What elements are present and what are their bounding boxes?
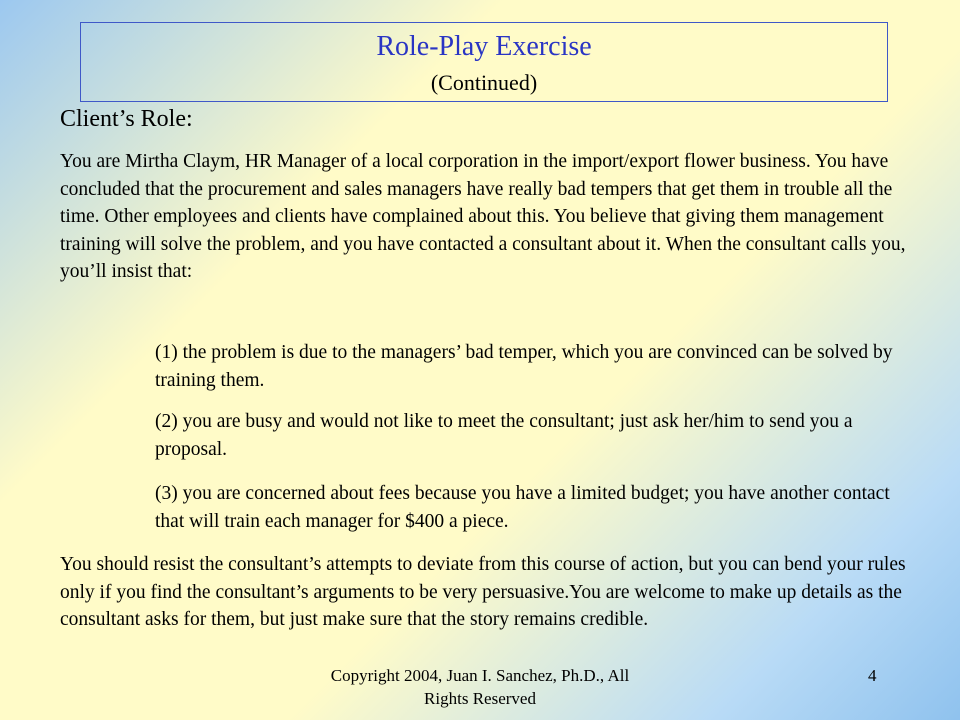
copyright-footer: Copyright 2004, Juan I. Sanchez, Ph.D., All Rights Reserved	[330, 666, 630, 708]
closing-paragraph: You should resist the consultant’s attempts to deviate from this course of action, but you can bend your rules only if you find the consultant’s arguments to be very persuasive.You are welcome to make up details as the consultant asks for them, but just make sure that the story remains credible.	[60, 554, 906, 630]
slide-title: Role-Play Exercise	[376, 31, 592, 62]
title-box	[80, 22, 888, 102]
page-number: 4	[868, 666, 877, 685]
list-item-3: (3) you are concerned about fees because you have a limited budget; you have another contact that will train each manager for $400 a piece.	[155, 483, 890, 532]
slide-subtitle: (Continued)	[430, 70, 538, 95]
role-heading: Client’s Role:	[60, 106, 193, 132]
intro-paragraph: You are Mirtha Claym, HR Manager of a local corporation in the import/export flower business. You have concluded that the procurement and sales managers have really bad tempers that get them in trouble all the time. Other employees and clients have complained about this. You believe that giving them management training will solve the problem, and you have contacted a consultant about it. When the consultant calls you, you’ll insist that:	[60, 151, 906, 282]
list-item-2: (2) you are busy and would not like to meet the consultant; just ask her/him to send you a proposal.	[155, 411, 853, 460]
list-item-1: (1) the problem is due to the managers’ bad temper, which you are convinced can be solved by training them.	[155, 342, 893, 391]
